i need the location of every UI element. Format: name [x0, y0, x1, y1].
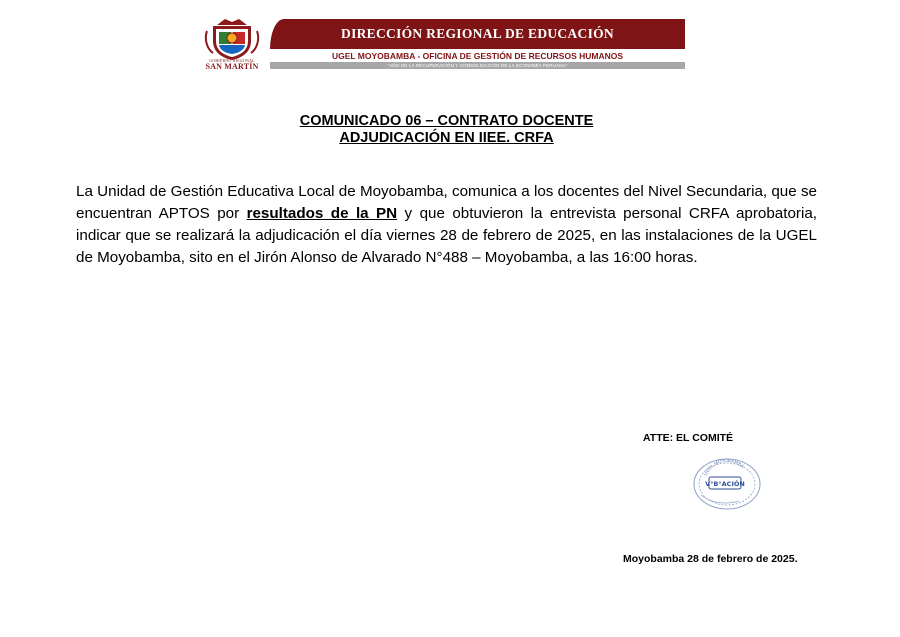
- coat-of-arms-icon: [203, 17, 261, 61]
- svg-text:V°B°ACIÓN: V°B°ACIÓN: [705, 480, 745, 488]
- body-text-emphasis: resultados de la PN: [246, 205, 398, 222]
- document-title-line-2: ADJUDICACIÓN EN IIEE. CRFA: [339, 130, 554, 146]
- signature-atte: ATTE: EL COMITÉ: [643, 432, 734, 444]
- document-title-line-1: COMUNICADO 06 – CONTRATO DOCENTE: [299, 113, 594, 129]
- svg-text:UGEL MOYOBAMBA: UGEL MOYOBAMBA: [703, 458, 745, 477]
- body-text-part-2: y que obtuvieron la entrevista personal CRFA aprobatoria, indicar que se realizará la adjudicación el día viernes 28 de febrero de 2025, en las instalaciones de la UGEL de Moyobamba, sito en el Jirón Alonso de Alvarado N°488 – Moyobamba, a las 16:00 horas.: [76, 205, 817, 266]
- document-title: [0, 113, 893, 147]
- header-subtitle: UGEL MOYOBAMBA - OFICINA DE GESTIÓN DE RECURSOS HUMANOS: [331, 51, 624, 61]
- header-strip-text: "AÑO DE LA RECUPERACIÓN Y CONSOLIDACIÓN DE LA ECONOMÍA PERUANA": [387, 63, 568, 68]
- header-banner: [270, 19, 685, 49]
- logo-caption-small: GOBIERNO REGIONAL: [209, 58, 255, 63]
- logo-caption: SAN MARTÍN: [205, 62, 259, 71]
- official-seal: [691, 457, 763, 511]
- document-date: Moyobamba 28 de febrero de 2025.: [623, 553, 798, 565]
- official-seal-stamp: [691, 457, 763, 511]
- header-strip: [270, 62, 685, 69]
- body-text-part-1: La Unidad de Gestión Educativa Local de Moyobamba, comunica a los docentes del Nivel Secundaria, que se encuentran APTOS por: [76, 183, 817, 222]
- header-banner-title: DIRECCIÓN REGIONAL DE EDUCACIÓN: [341, 26, 614, 41]
- document-body: [76, 181, 817, 269]
